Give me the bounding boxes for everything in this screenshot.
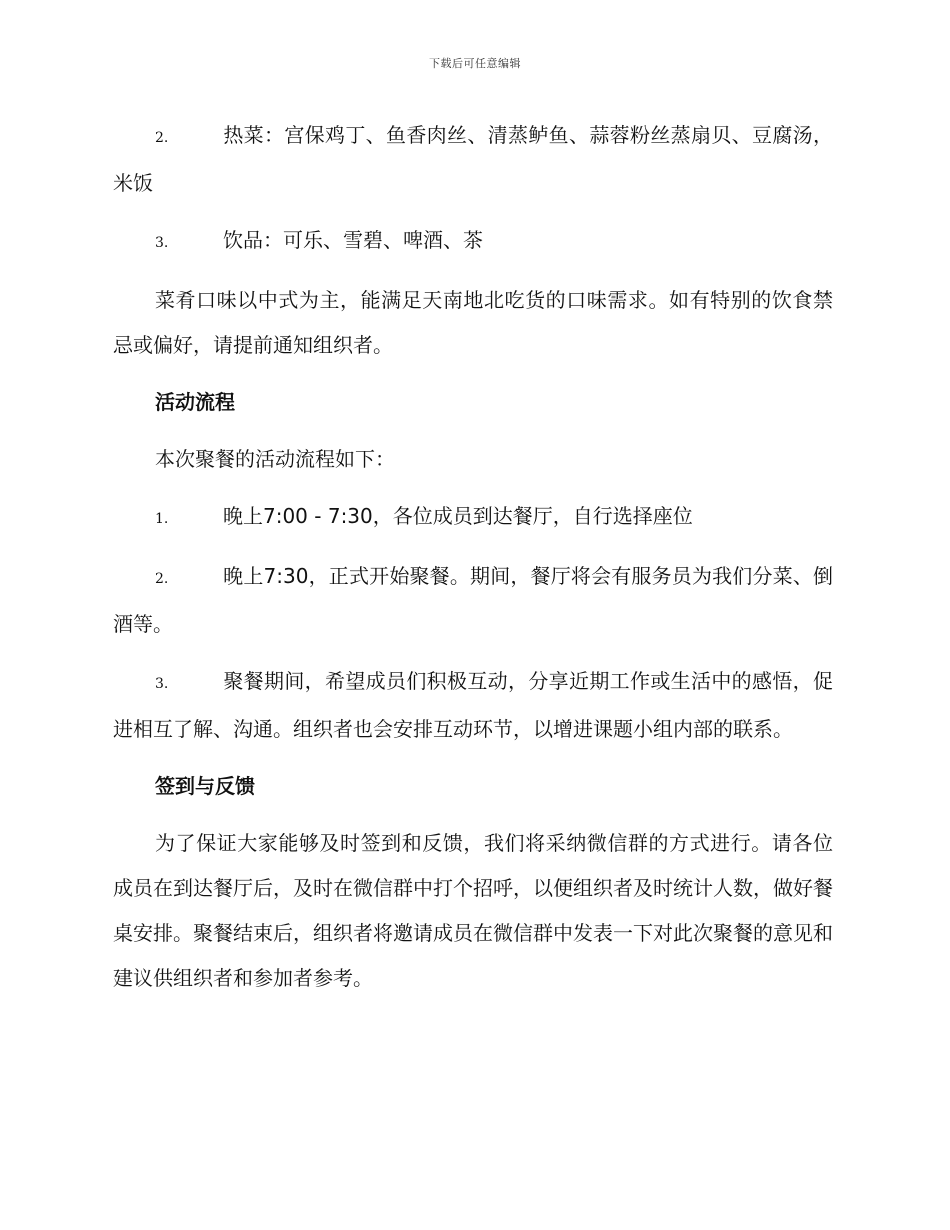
- list-item: [113, 659, 833, 752]
- list-number: 3.: [155, 676, 169, 692]
- list-number: 2.: [155, 571, 169, 587]
- flow-intro-paragraph: 本次聚餐的活动流程如下：: [155, 447, 395, 471]
- list-item: [113, 218, 833, 266]
- list-number: 2.: [155, 130, 169, 146]
- list-text: 饮品：可乐、雪碧、啤酒、茶: [223, 228, 483, 252]
- document-body: [113, 113, 833, 1013]
- list-item: [113, 113, 833, 206]
- list-number: 1.: [155, 511, 169, 527]
- list-text: 晚上7:00 - 7:30，各位成员到达餐厅，自行选择座位: [223, 504, 693, 528]
- list-number: 3.: [155, 235, 169, 251]
- menu-note-paragraph: 菜肴口味以中式为主，能满足天南地北吃货的口味需求。如有特别的饮食禁忌或偏好，请提前通知组织者。: [113, 288, 833, 357]
- header-note: 下载后可任意编辑: [429, 57, 521, 70]
- section-heading-flow: 活动流程: [155, 390, 235, 414]
- signin-body-paragraph: 为了保证大家能够及时签到和反馈，我们将采纳微信群的方式进行。请各位成员在到达餐厅后，及时在微信群中打个招呼，以便组织者及时统计人数，做好餐桌安排。聚餐结束后，组织者将邀请成员在微信群中发表一下对此次聚餐的意见和建议供组织者和参加者参考。: [113, 831, 833, 990]
- list-text: 晚上7:30，正式开始聚餐。期间，餐厅将会有服务员为我们分菜、倒酒等。: [113, 564, 833, 636]
- list-text: 聚餐期间，希望成员们积极互动，分享近期工作或生活中的感悟，促进相互了解、沟通。组织者也会安排互动环节，以增进课题小组内部的联系。: [113, 669, 833, 741]
- section-heading-signin: 签到与反馈: [155, 774, 255, 798]
- list-item: [113, 494, 833, 542]
- list-text: 热菜：宫保鸡丁、鱼香肉丝、清蒸鲈鱼、蒜蓉粉丝蒸扇贝、豆腐汤，米饭: [113, 123, 833, 195]
- list-item: [113, 554, 833, 647]
